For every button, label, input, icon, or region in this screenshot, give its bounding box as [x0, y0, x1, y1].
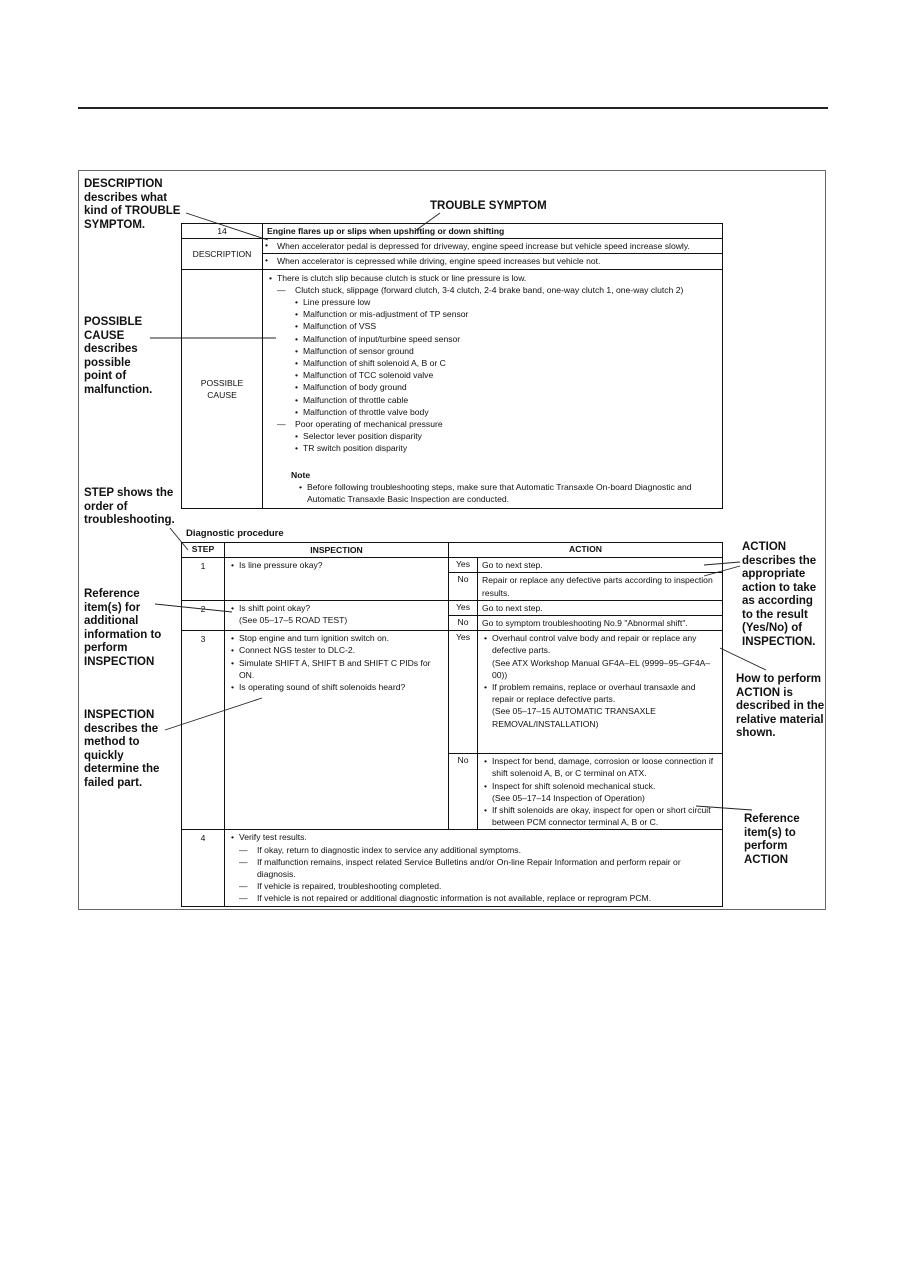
cause-item: • Malfunction of throttle cable [293, 394, 718, 406]
verify-item: — If malfunction remains, inspect related Service Bulletins and/or On-line Repair Information and perform repair or diagnosis. [239, 856, 718, 880]
callout-line: perform [744, 840, 788, 852]
action-item: • If problem remains, replace or overhaul transaxle and repair or replace defective parts. [482, 681, 718, 705]
callout-how-to-perform [736, 673, 824, 741]
callout-line: to the result [742, 608, 808, 621]
callout-line: item(s) to [744, 826, 796, 839]
inspection-item: • Is shift point okay? [229, 602, 444, 614]
callout-line: ACTION [742, 541, 787, 553]
callout-line: order of [84, 500, 128, 513]
action-ref: (See 05–17–14 Inspection of Operation) [492, 792, 645, 803]
callout-line: action to take [742, 581, 817, 594]
step-number: 3 [182, 631, 225, 830]
description-row [182, 239, 723, 269]
callout-line: STEP shows the [84, 487, 174, 499]
cause-item: • Malfunction of body ground [293, 381, 718, 393]
callout-line: malfunction. [84, 383, 153, 396]
callout-line: INSPECTION. [742, 635, 816, 648]
inspection-ref: (See 05–17–5 ROAD TEST) [239, 615, 348, 626]
callout-line: possible [84, 356, 131, 369]
symptom-title: Engine flares up or slips when upshifting or down shifting [263, 224, 723, 239]
inspection-item: • Connect NGS tester to DLC-2. [229, 644, 444, 656]
callout-line: ACTION [744, 853, 789, 866]
header-step: STEP [182, 543, 225, 558]
callout-possible-cause [84, 316, 152, 397]
yes-action: Go to next step. [478, 600, 723, 615]
cause-item: • Malfunction of TCC solenoid valve [293, 369, 718, 381]
callout-line: point of [84, 370, 127, 382]
callout-reference-action [744, 813, 800, 867]
action-item: • Inspect for shift solenoid mechanical stuck. [482, 780, 718, 792]
action-ref: (See ATX Workshop Manual GF4A–EL (9999–95–GF4A–00)) [492, 657, 711, 680]
cause-item: • Malfunction of sensor ground [293, 345, 718, 357]
callout-line: SYMPTOM. [84, 218, 146, 231]
cause-item: • Malfunction of shift solenoid A, B or C [293, 357, 718, 369]
step-number: 1 [182, 558, 225, 601]
callout-line: information to [84, 628, 162, 641]
symptom-number: 14 [182, 224, 263, 239]
callout-line: Reference [84, 588, 140, 600]
description-label: DESCRIPTION [182, 239, 263, 269]
step-verify [225, 830, 723, 906]
possible-cause-label [182, 269, 263, 509]
cause-item: • Malfunction of VSS [293, 320, 718, 332]
no-label: No [449, 616, 478, 631]
callout-line: POSSIBLE [84, 316, 143, 328]
action-item: • Inspect for bend, damage, corrosion or loose connection if shift solenoid A, B, or C terminal on ATX. [482, 755, 718, 779]
inspection-item: • Simulate SHIFT A, SHIFT B and SHIFT C PIDs for ON. [229, 657, 444, 681]
no-action [478, 754, 723, 830]
action-ref: (See 05–17–15 AUTOMATIC TRANSAXLE REMOVAL/INSTALLATION) [492, 706, 656, 729]
yes-action: Go to next step. [478, 558, 723, 573]
no-label: No [449, 754, 478, 830]
cause-group-items [267, 296, 718, 418]
callout-line: describes [84, 343, 138, 355]
step-number: 2 [182, 600, 225, 630]
cause-item: • Line pressure low [293, 296, 718, 308]
no-label: No [449, 573, 478, 600]
verify-item: — If vehicle is not repaired or additional diagnostic information is not available, replace or reprogram PCM. [239, 892, 718, 904]
step-row [182, 631, 723, 754]
callout-line: described in the [736, 700, 825, 712]
callout-trouble-symptom: TROUBLE SYMPTOM [430, 200, 547, 212]
action-item: • Overhaul control valve body and repair or replace any defective parts. [482, 632, 718, 656]
possible-cause-label-line: POSSIBLE [200, 377, 244, 388]
callout-line: How to perform [736, 673, 821, 685]
cause-item: • TR switch position disparity [293, 442, 718, 454]
callout-inspection [84, 709, 159, 790]
cause-group: — Poor operating of mechanical pressure [277, 418, 718, 430]
inspection-item: • Is operating sound of shift solenoids heard? [229, 681, 444, 693]
callout-line: shown. [736, 727, 776, 739]
step-row [182, 600, 723, 615]
cause-group-items [267, 430, 718, 454]
callout-line: (Yes/No) of [742, 622, 803, 634]
possible-cause-label-line: CAUSE [207, 389, 237, 400]
note-label: Note [291, 469, 311, 480]
description-item: • When accelerator pedal is depressed for driveway, engine speed increase but vehicle speed increase slowly. [263, 239, 722, 254]
callout-description [84, 178, 180, 232]
step-inspection [225, 631, 449, 830]
callout-reference-inspection [84, 588, 161, 669]
callout-line: method to [84, 736, 140, 748]
verify-item: — If vehicle is repaired, troubleshooting completed. [239, 880, 718, 892]
step-row [182, 558, 723, 573]
callout-line: ACTION is [736, 686, 793, 699]
callout-line: troubleshooting. [84, 514, 175, 526]
cause-item: • Malfunction of input/turbine speed sensor [293, 333, 718, 345]
note-text: • Before following troubleshooting steps, make sure that Automatic Transaxle On-board Diagnostic and Automatic Transaxle Basic Inspection are conducted. [297, 481, 718, 505]
inspection-item: • Is line pressure okay? [229, 559, 444, 571]
callout-line: INSPECTION [84, 709, 155, 721]
action-item: • If shift solenoids are okay, inspect for open or short circuit between PCM connector terminal A, B or C. [482, 804, 718, 828]
description-item: • When accelerator is cepressed while driving, engine speed increases but vehicle not. [263, 254, 722, 268]
callout-line: describes what [84, 191, 168, 204]
callout-line: failed part. [84, 776, 143, 789]
callout-line: kind of TROUBLE [84, 205, 181, 217]
step-inspection [225, 558, 449, 601]
symptom-title-row [182, 224, 723, 239]
callout-line: appropriate [742, 568, 806, 580]
possible-cause-row [182, 269, 723, 509]
step-number: 4 [182, 830, 225, 906]
cause-intro: • There is clutch slip because clutch is stuck or line pressure is low. [267, 272, 718, 284]
yes-action [478, 631, 723, 754]
description-cell [263, 239, 723, 269]
symptom-table [181, 223, 723, 509]
verify-item: — If okay, return to diagnostic index to service any additional symptoms. [239, 844, 718, 856]
callout-line: item(s) for [84, 601, 141, 614]
cause-item: • Selector lever position disparity [293, 430, 718, 442]
cause-group: — Clutch stuck, slippage (forward clutch, 3-4 clutch, 2-4 brake band, one-way clutch 1, one-way clutch 2) [277, 284, 718, 296]
callout-line: additional [84, 615, 139, 627]
callout-line: Reference [744, 813, 800, 825]
header-action: ACTION [449, 543, 723, 558]
procedure-table [181, 542, 723, 907]
step-inspection [225, 600, 449, 630]
callout-step [84, 487, 175, 528]
cause-item: • Malfunction or mis-adjustment of TP sensor [293, 308, 718, 320]
yes-label: Yes [449, 631, 478, 754]
callout-action [742, 541, 816, 649]
callout-line: CAUSE [84, 329, 125, 342]
callout-line: quickly [84, 749, 124, 762]
callout-line: INSPECTION [84, 655, 155, 668]
callout-line: determine the [84, 763, 160, 775]
procedure-title: Diagnostic procedure [186, 528, 284, 539]
possible-cause-cell [263, 269, 723, 509]
callout-line: describes the [742, 554, 817, 567]
no-action: Repair or replace any defective parts according to inspection results. [478, 573, 723, 600]
yes-label: Yes [449, 558, 478, 573]
callout-line: describes the [84, 722, 159, 735]
verify-intro: • Verify test results. [229, 831, 718, 843]
yes-label: Yes [449, 600, 478, 615]
callout-line: perform [84, 642, 128, 654]
cause-item: • Malfunction of throttle valve body [293, 406, 718, 418]
procedure-header-row [182, 543, 723, 558]
header-inspection: INSPECTION [225, 543, 449, 558]
callout-line: as according [742, 595, 813, 607]
inspection-item: • Stop engine and turn ignition switch on. [229, 632, 444, 644]
callout-line: relative material [736, 713, 824, 726]
callout-line: DESCRIPTION [84, 178, 163, 190]
no-action: Go to symptom troubleshooting No.9 "Abnormal shift". [478, 616, 723, 631]
header-rule [78, 107, 828, 109]
step-row [182, 830, 723, 906]
